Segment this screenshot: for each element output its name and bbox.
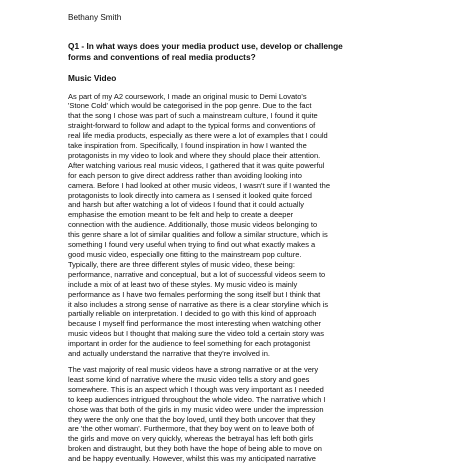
paragraph-line: chose was that both of the girls in my music video were under the impression [68,404,324,414]
paragraph-line: and actually understand the narrative that they're involved in. [68,349,270,359]
paragraph-line: real life media products, especially as there were a lot of examples that I could [68,131,328,141]
paragraph-line: straight-forward to follow and adapt to the typical forms and conventions of [68,121,316,131]
paragraph-line: 'Stone Cold' which would be categorised in the pop genre. Due to the fact [68,101,312,111]
paragraph-line: emphasise the emotion meant to be felt and help to create a deeper [68,210,294,220]
paragraph-2 [68,365,423,464]
paragraph-line: something I found very useful when trying to find out what exactly makes a [68,240,316,250]
paragraph-line: The vast majority of real music videos have a strong narrative or at the very [68,364,319,374]
section-heading: Music Video [68,73,117,83]
question-heading [68,41,423,62]
paragraph-line: music videos but I thought that making sure the video told a certain story was [68,329,324,339]
paragraph-line: for each person to give direct address rather than avoiding looking into [68,170,302,180]
paragraph-line: that the song I chose was part of such a mainstream culture, I found it quite [68,111,318,121]
author-name: Bethany Smith [68,13,122,22]
paragraph-line: and harsh but after watching a lot of videos I found that it could actually [68,200,304,210]
paragraph-line: this genre share a lot of similar qualities and follow a similar structure, which is [68,230,328,240]
paragraph-line: it also includes a strong sense of narrative as there is a clear storyline which is [68,299,329,309]
paragraph-line: least some kind of narrative where the music video tells a story and goes [68,374,310,384]
paragraph-line: connection with the audience. Additionally, those music videos belonging to [68,220,318,230]
paragraph-line: As part of my A2 coursework, I made an original music to Demi Lovato's [68,91,307,101]
paragraph-line: partially reliable on interpretation. I decided to go with this kind of approach [68,309,317,319]
question-line: forms and conventions of real media products? [68,51,256,62]
paragraph-line: they were the only one that the boy loved, until they both uncover that they [68,414,316,424]
paragraph-line: because I myself find performance the most interesting when watching other [68,319,322,329]
paragraph-line: camera. Before I had looked at other music videos, I wasn't sure if I wanted the [68,180,330,190]
paragraph-line: and be happy eventually. However, whilst this was my anticipated narrative [68,454,316,464]
paragraph-line: important in order for the audience to feel something for each protagonist [68,339,311,349]
paragraph-line: protagonists to look directly into camera as I sensed it looked quite forced [68,190,312,200]
paragraph-line: good music video, especially one fitting to the mainstream pop culture. [68,250,302,259]
paragraph-line: broken and distraught, but they both have the hope of being able to move on [68,444,322,454]
paragraph-line: take inspiration from. Specifically, I found inspiration in how I wanted the [68,141,307,151]
paragraph-line: protagonists in my video to look and where they should place their attention. [68,150,321,160]
paragraph-line: After watching various real music videos, I gathered that it was quite powerful [68,160,325,170]
paragraph-line: somewhere. This is an aspect which I though was very important as I needed [68,384,324,394]
paragraph-line: are 'the other woman'. Furthermore, that they boy went on to leave both of [68,424,314,434]
paragraph-line: include a mix of at least two of these styles. My music video is mainly [68,279,298,289]
paragraph-1 [68,92,423,359]
paragraph-line: the girls and move on very quickly, whereas the betrayal has left both girls [68,434,313,444]
paragraph-line: performance as I have two females performing the song itself but I think that [68,289,321,299]
paragraph-line: to keep audiences intrigued throughout the whole video. The narrative which I [68,394,326,404]
question-line: Q1 - In what ways does your media product use, develop or challenge [68,41,343,51]
paragraph-line: performance, narrative and conceptual, but a lot of successful videos seem to [68,269,326,279]
paragraph-line: Typically, there are three different styles of music video, these being: [68,259,295,269]
